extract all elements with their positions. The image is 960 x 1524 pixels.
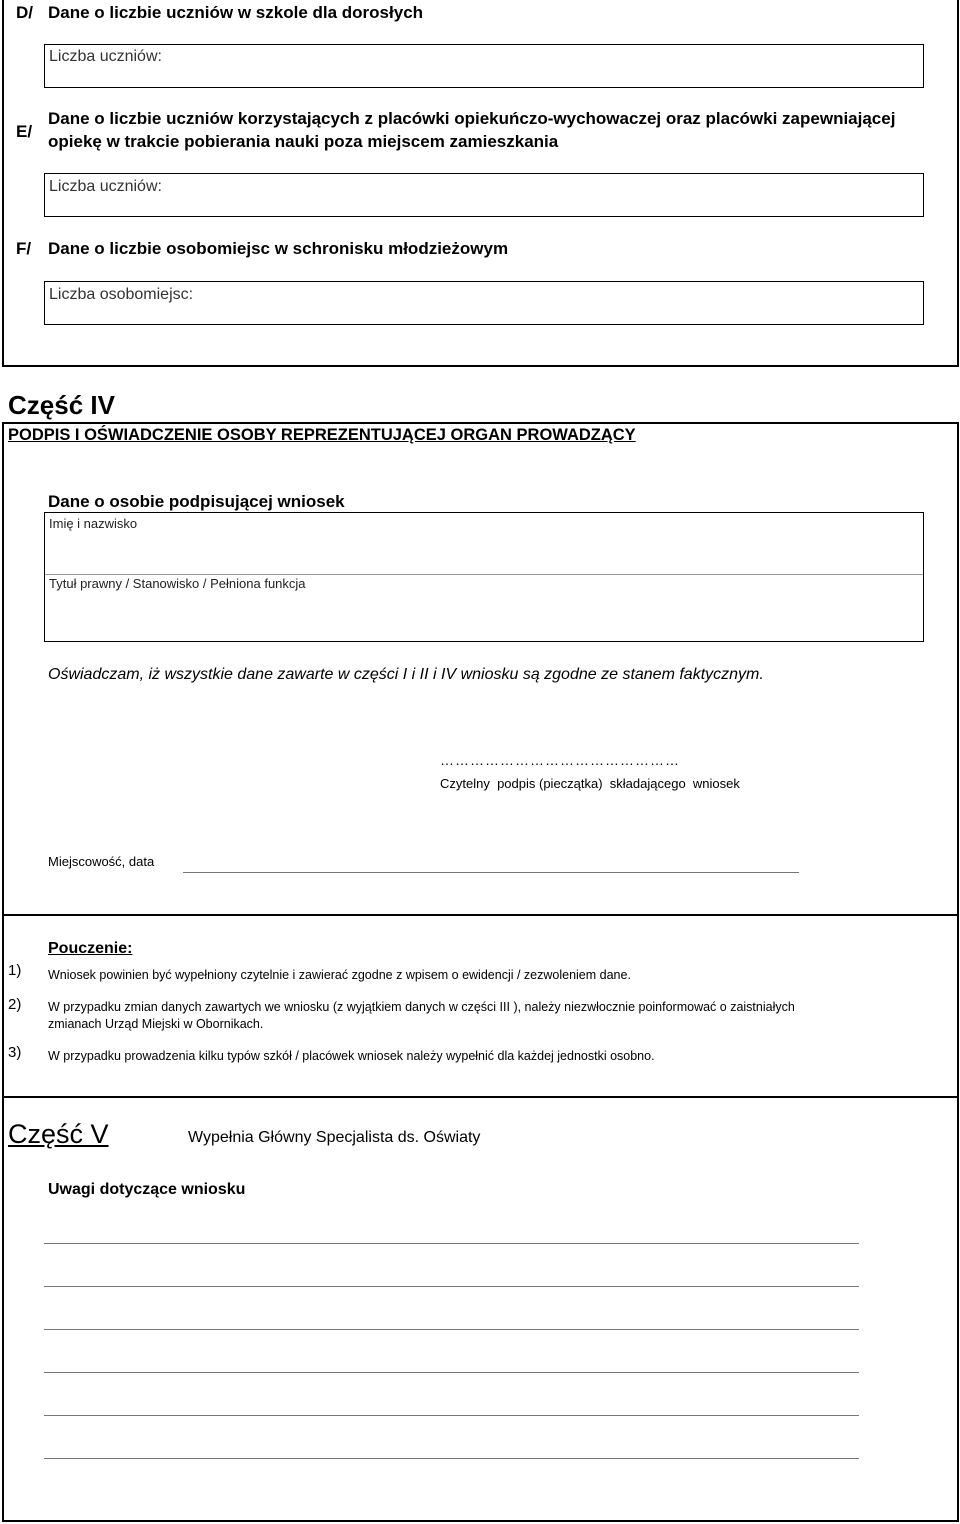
signer-name-label: Imię i nazwisko xyxy=(49,516,138,531)
instruction-text: W przypadku zmian danych zawartych we wniosku (z wyjątkiem danych w części III ), należy niezwłocznie poinformować o zaistniałych xyxy=(48,1000,795,1014)
signer-position-label: Tytuł prawny / Stanowisko / Pełniona funkcja xyxy=(49,576,306,591)
remarks-line[interactable] xyxy=(44,1329,859,1330)
signer-section-title: Dane o osobie podpisującej wniosek xyxy=(48,492,345,511)
section-f-title: Dane o liczbie osobomiejsc w schronisku młodzieżowym xyxy=(48,239,509,258)
part4-heading: Część IV xyxy=(8,390,115,420)
remarks-line[interactable] xyxy=(44,1243,859,1244)
remarks-line[interactable] xyxy=(44,1458,859,1459)
section-e-title-line1: Dane o liczbie uczniów korzystających z placówki opiekuńczo-wychowaczej oraz placówki zapewniającej xyxy=(48,109,896,128)
instruction-text-continuation: zmianach Urząd Miejski w Obornikach. xyxy=(48,1017,264,1031)
signer-name-field[interactable] xyxy=(45,513,923,575)
section-d-field-label: Liczba uczniów: xyxy=(49,48,162,65)
section-e-marker: E/ xyxy=(16,122,33,141)
section-f-field-label: Liczba osobomiejsc: xyxy=(49,286,194,303)
section-d-title: Dane o liczbie uczniów w szkole dla dorosłych xyxy=(48,3,424,22)
place-date-label: Miejscowość, data xyxy=(48,854,155,869)
section-d-marker: D/ xyxy=(16,3,33,22)
instruction-number: 2) xyxy=(8,996,22,1013)
instruction-text: Wniosek powinien być wypełniony czytelnie i zawierać zgodne z wpisem o ewidencji / zezwoleniem dane. xyxy=(48,968,631,982)
declaration-text: Oświadczam, iż wszystkie dane zawarte w części I i II i IV wniosku są zgodne ze stanem faktycznym. xyxy=(48,666,764,683)
signer-position-field[interactable] xyxy=(45,574,923,641)
instructions-title: Pouczenie: xyxy=(48,940,133,957)
section-e-student-count-field[interactable] xyxy=(44,173,924,217)
instruction-text: W przypadku prowadzenia kilku typów szkół / placówek wniosek należy wypełnić dla każdej jednostki osobno. xyxy=(48,1049,655,1063)
instruction-number: 3) xyxy=(8,1044,22,1061)
remarks-title: Uwagi dotyczące wniosku xyxy=(48,1181,246,1198)
signature-dotted-line: ………………………………………… xyxy=(440,752,680,768)
section-e-title-line2: opiekę w trakcie pobierania nauki poza miejscem zamieszkania xyxy=(48,132,559,151)
remarks-line[interactable] xyxy=(44,1286,859,1287)
instruction-number: 1) xyxy=(8,962,22,979)
section-e-field-label: Liczba uczniów: xyxy=(49,178,162,195)
remarks-line[interactable] xyxy=(44,1372,859,1373)
section-f-marker: F/ xyxy=(16,239,32,258)
part5-heading: Część V xyxy=(8,1119,109,1149)
section-d-student-count-field[interactable] xyxy=(44,44,924,88)
part5-note: Wypełnia Główny Specjalista ds. Oświaty xyxy=(188,1129,481,1146)
signature-caption: Czytelny podpis (pieczątka) składającego wniosek xyxy=(440,776,740,791)
part4-subheading: PODPIS I OŚWIADCZENIE OSOBY REPREZENTUJĄCEJ ORGAN PROWADZĄCY xyxy=(8,426,636,444)
place-date-line[interactable] xyxy=(183,872,799,873)
signer-details-box xyxy=(44,512,924,642)
remarks-line[interactable] xyxy=(44,1415,859,1416)
section-f-places-count-field[interactable] xyxy=(44,281,924,325)
